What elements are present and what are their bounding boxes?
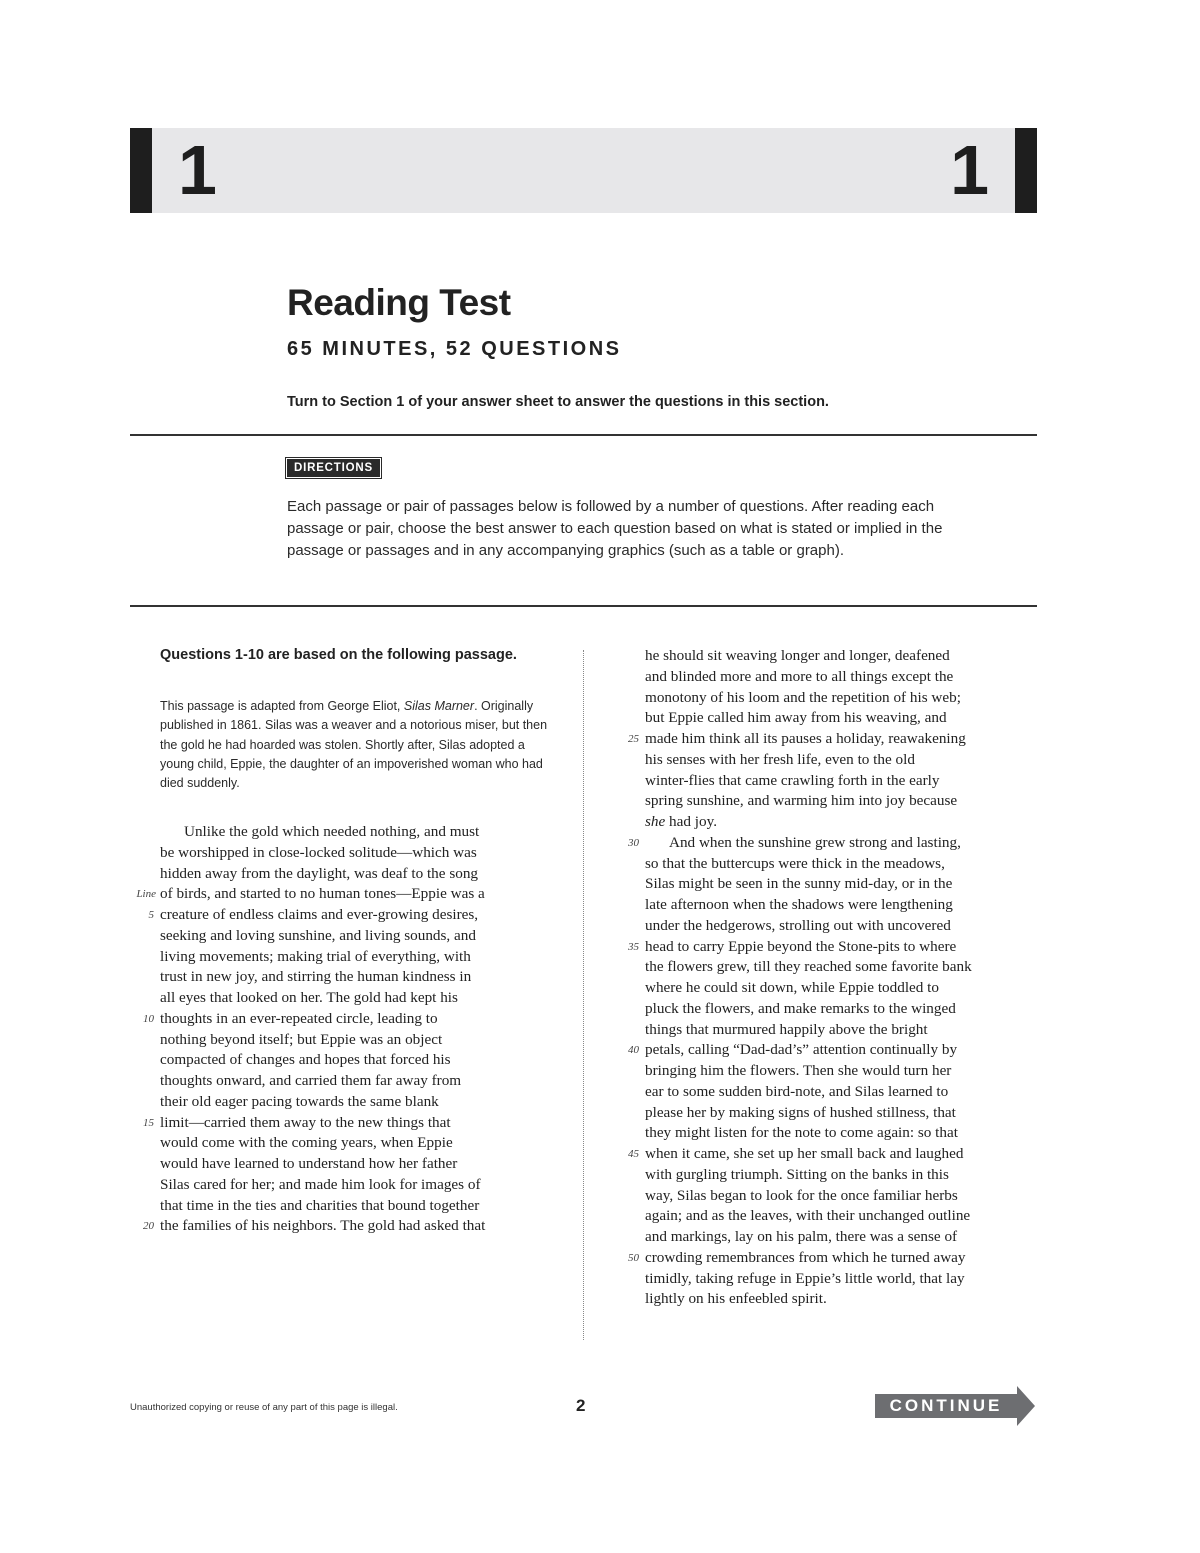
section-header-band: [130, 128, 1037, 213]
line-text: ear to some sudden bird-note, and Silas learned to: [645, 1082, 949, 1100]
passage-right-line: [645, 1227, 1045, 1248]
line-text: the families of his neighbors. The gold had asked that: [160, 1217, 486, 1235]
passage-right-line: [645, 1103, 1045, 1124]
passage-right-line: [628, 729, 1045, 750]
passage-right-line: [645, 957, 1045, 978]
passage-left-line: [160, 1071, 560, 1092]
passage-right-line: [645, 1206, 1045, 1227]
passage-right-line: [645, 854, 1045, 875]
line-text: she had joy.: [645, 813, 717, 830]
line-text: trust in new joy, and stirring the human kindness in: [160, 968, 472, 986]
passage-right-line: [645, 1289, 1045, 1310]
passage-right-line: [645, 1082, 1045, 1103]
line-text: when it came, she set up her small back and laughed: [645, 1145, 964, 1162]
line-text: but Eppie called him away from his weaving, and: [645, 709, 947, 727]
line-number: 10: [143, 1012, 154, 1025]
line-text: he should sit weaving longer and longer, deafened: [645, 647, 950, 664]
line-number: Line: [136, 888, 156, 901]
line-text: crowding remembrances from which he turned away: [645, 1248, 966, 1266]
line-number: 15: [143, 1116, 154, 1129]
line-text: would come with the coming years, when Eppie: [160, 1134, 453, 1152]
line-text: petals, calling “Dad-dad’s” attention continually by: [645, 1041, 958, 1059]
line-text: all eyes that looked on her. The gold had kept his: [160, 989, 458, 1006]
intro-part-1: This passage is adapted from George Eliot,: [160, 699, 404, 713]
line-text: late afternoon when the shadows were lengthening: [645, 896, 953, 913]
page-title: Reading Test: [287, 282, 511, 323]
divider-top: [130, 434, 1037, 436]
line-text: would have learned to understand how her father: [160, 1155, 458, 1172]
passage-right-line: [628, 1144, 1045, 1165]
line-text: so that the buttercups were thick in the meadows,: [645, 854, 945, 872]
line-number: 35: [628, 940, 639, 953]
line-text: Silas cared for her; and made him look for images of: [160, 1175, 481, 1193]
passage-right-line: [645, 708, 1045, 729]
passage-right-line: [645, 999, 1045, 1020]
line-text: bringing him the flowers. Then she would turn her: [645, 1062, 952, 1079]
continue-label: CONTINUE: [889, 1396, 1003, 1415]
line-text: timidly, taking refuge in Eppie’s little world, that lay: [645, 1269, 965, 1287]
line-text: their old eager pacing towards the same blank: [160, 1092, 439, 1110]
passage-right-line: [645, 1061, 1045, 1082]
passage-left-line: [160, 1050, 560, 1071]
continue-button[interactable]: [875, 1386, 1035, 1426]
line-text: be worshipped in close-locked solitude—which was: [160, 843, 477, 861]
passage-right-line: [645, 1269, 1045, 1290]
line-text: head to carry Eppie beyond the Stone-pits to where: [645, 937, 957, 955]
line-text: lightly on his enfeebled spirit.: [645, 1290, 827, 1308]
line-text: thoughts in an ever-repeated circle, leading to: [160, 1009, 438, 1027]
passage-column-left: [136, 822, 560, 1237]
line-text: and blinded more and more to all things except the: [645, 667, 954, 685]
questions-heading: Questions 1-10 are based on the following passage.: [160, 647, 517, 663]
passage-right-line: [628, 1248, 1045, 1269]
passage-right-line: [645, 874, 1045, 895]
passage-left-line: [136, 884, 560, 905]
passage-left-line: [143, 1009, 560, 1030]
passage-right-line: [645, 1020, 1045, 1041]
passage-left-line: [148, 905, 560, 926]
line-number: 50: [628, 1251, 639, 1264]
passage-column-right: [628, 646, 1045, 1310]
line-text: hidden away from the daylight, was deaf to the song: [160, 864, 479, 882]
passage-left-line: [160, 843, 560, 864]
line-text: please her by making signs of hushed stillness, that: [645, 1103, 956, 1121]
passage-left-line: [160, 822, 560, 843]
passage-right-line: [645, 1186, 1045, 1207]
line-text: Unlike the gold which needed nothing, and must: [184, 823, 480, 840]
passage-left-line: [160, 1175, 560, 1196]
passage-left-line: [160, 1133, 560, 1154]
passage-right-line: [645, 916, 1045, 937]
passage-left-line: [160, 1196, 560, 1217]
line-text: where he could sit down, while Eppie toddled to: [645, 979, 939, 996]
copyright-notice: Unauthorized copying or reuse of any part of this page is illegal.: [130, 1402, 398, 1413]
passage-right-line: [645, 978, 1045, 999]
intro-part-2: . Originally published in 1861. Silas was a weaver and a notorious miser, but then the gold he had hoarded was stolen. Shortly after, Silas adopted a young child, Eppie, the daughter of an impoverished woman who had died suddenly.: [160, 699, 548, 791]
passage-right-line: [645, 1123, 1045, 1144]
line-text: seeking and loving sunshine, and living sounds, and: [160, 926, 476, 944]
passage-left-line: [143, 1216, 560, 1237]
line-text: with gurgling triumph. Sitting on the banks in this: [645, 1165, 949, 1183]
section-instruction: Turn to Section 1 of your answer sheet to answer the questions in this section.: [287, 394, 829, 410]
line-number: 25: [628, 733, 639, 745]
line-text: pluck the flowers, and make remarks to the winged: [645, 999, 956, 1017]
line-text: the flowers grew, till they reached some favorite bank: [645, 958, 972, 976]
passage-right-line: [645, 791, 1045, 812]
section-bar-right: [1015, 128, 1037, 213]
line-text: limit—carried them away to the new things that: [160, 1113, 451, 1131]
line-text: of birds, and started to no human tones—Eppie was a: [160, 885, 485, 903]
page-subtitle: 65 MINUTES, 52 QUESTIONS: [287, 338, 622, 360]
page-number: 2: [576, 1396, 586, 1415]
intro-work-title: Silas Marner: [403, 699, 475, 713]
line-text: they might listen for the note to come again: so that: [645, 1124, 958, 1142]
passage-right-line: [645, 688, 1045, 709]
line-text: under the hedgerows, strolling out with uncovered: [645, 916, 951, 934]
line-text: Silas might be seen in the sunny mid-day, or in the: [645, 875, 953, 893]
passage-right-line: [645, 646, 1045, 667]
passage-right-line: [645, 667, 1045, 688]
passage-left-line: [160, 988, 560, 1009]
passage-left-line: [160, 967, 560, 988]
line-text: things that murmured happily above the bright: [645, 1020, 928, 1038]
line-text: spring sunshine, and warming him into joy because: [645, 792, 958, 810]
line-text: monotony of his loom and the repetition of his web;: [645, 688, 961, 706]
passage-left-line: [160, 926, 560, 947]
passage-left-line: [160, 1092, 560, 1113]
passage-left-line: [160, 864, 560, 885]
line-text: nothing beyond itself; but Eppie was an object: [160, 1030, 443, 1048]
line-text: again; and as the leaves, with their unchanged outline: [645, 1207, 971, 1225]
passage-right-line: [645, 812, 1045, 833]
passage-right-line: [628, 833, 1045, 854]
directions-text: Each passage or pair of passages below is followed by a number of questions. After reading each passage or pair, choose the best answer to each question based on what is stated or implied in the passage or passages and in any accompanying graphics (such as a table or graph).: [287, 498, 943, 559]
section-bar-left: [130, 128, 152, 213]
passage-right-line: [645, 1165, 1045, 1186]
line-text: winter-flies that came crawling forth in the early: [645, 771, 940, 789]
line-text: and markings, lay on his palm, there was a sense of: [645, 1228, 958, 1245]
line-text: made him think all its pauses a holiday, reawakening: [645, 730, 966, 747]
line-number: 20: [143, 1220, 154, 1233]
passage-left-line: [160, 1154, 560, 1175]
line-number: 40: [628, 1044, 639, 1057]
directions-badge: DIRECTIONS: [287, 459, 380, 477]
column-divider: [583, 650, 584, 1340]
passage-intro: [160, 697, 560, 793]
passage-left-line: [160, 947, 560, 968]
passage-right-line: [645, 750, 1045, 771]
line-text: compacted of changes and hopes that forced his: [160, 1051, 451, 1069]
passage-left-line: [160, 1030, 560, 1051]
line-number: 45: [628, 1148, 639, 1160]
section-number-left: 1: [178, 131, 217, 209]
emphasis-she: she: [645, 813, 666, 830]
line-number: 30: [628, 836, 639, 849]
line-text: And when the sunshine grew strong and lasting,: [669, 833, 961, 851]
line-text: that time in the ties and charities that bound together: [160, 1196, 480, 1214]
passage-right-line: [628, 937, 1045, 958]
section-number-right: 1: [950, 131, 989, 209]
passage-left-line: [143, 1113, 560, 1134]
passage-right-line: [628, 1040, 1045, 1061]
line-text: his senses with her fresh life, even to the old: [645, 750, 915, 768]
passage-right-line: [645, 895, 1045, 916]
line-text: creature of endless claims and ever-growing desires,: [160, 906, 479, 923]
line-text: thoughts onward, and carried them far away from: [160, 1072, 462, 1089]
divider-bottom: [130, 605, 1037, 607]
passage-right-line: [645, 771, 1045, 792]
line-number: 5: [148, 909, 154, 921]
line-text: living movements; making trial of everything, with: [160, 947, 471, 965]
line-text: way, Silas began to look for the once familiar herbs: [645, 1186, 958, 1204]
